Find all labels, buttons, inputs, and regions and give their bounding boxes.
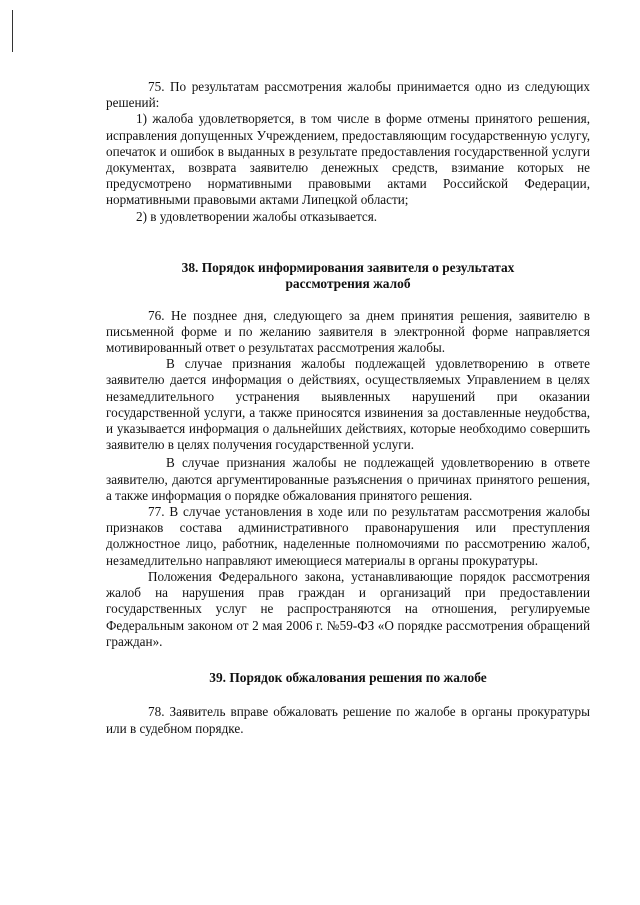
paragraph-76-b: В случае признания жалобы подлежащей удовлетворению в ответе заявителю дается информация о действиях, осуществляемых Управлением в целях незамедлительного устранения выявленных нарушений при оказании государственной услуги, а также приносятся извинения за доставленные неудобства, и указывается информация о дальнейших действиях, которые необходимо совершить заявителю в целях получения государственной услуги. <box>106 356 590 453</box>
paragraph-76-c: В случае признания жалобы не подлежащей удовлетворению в ответе заявителю, даются аргументированные разъяснения о причинах принятого решения, а также информация о порядке обжалования принятого решения. <box>106 455 590 503</box>
paragraph-77: 77. В случае установления в ходе или по результатам рассмотрения жалобы признаков состава административного правонарушения или преступления должностное лицо, работник, наделенные полномочиями по рассмотрению жалоб, незамедлительно направляют имеющиеся материалы в органы прокуратуры. <box>106 504 590 568</box>
paragraph-77-b: Положения Федерального закона, устанавливающие порядок рассмотрения жалоб на нарушения прав граждан и организаций при предоставлении государственных услуг не распространяются на отношения, регулируемые Федеральным законом от 2 мая 2006 г. №59-ФЗ «О порядке рассмотрения обращений граждан». <box>106 568 590 649</box>
scan-edge-line <box>12 10 13 52</box>
paragraph-75-item-2: 2) в удовлетворении жалобы отказывается. <box>136 208 378 224</box>
paragraph-75: 75. По результатам рассмотрения жалобы принимается одно из следующих решений: <box>106 79 590 111</box>
document-body <box>106 79 590 737</box>
paragraph-75-item-1: 1) жалоба удовлетворяется, в том числе в форме отмены принятого решения, исправления допущенных Учреждением, предоставляющим государственную услугу, опечаток и ошибок в выданных в результате предоставления государственной услуги документах, возврата заявителю денежных средств, взимание которых не предусмотрено нормативными правовыми актами Российской Федерации, нормативными правовыми актами Липецкой области; <box>106 111 590 208</box>
section-heading-39: 39. Порядок обжалования решения по жалобе <box>209 669 487 685</box>
paragraph-78: 78. Заявитель вправе обжаловать решение по жалобе в органы прокуратуры или в судебном порядке. <box>106 704 590 736</box>
section-heading-38: 38. Порядок информирования заявителя о результатах рассмотрения жалоб <box>181 259 515 292</box>
paragraph-76: 76. Не позднее дня, следующего за днем принятия решения, заявителю в письменной форме и по желанию заявителя в электронной форме направляется мотивированный ответ о результатах рассмотрения жалобы. <box>106 307 590 356</box>
